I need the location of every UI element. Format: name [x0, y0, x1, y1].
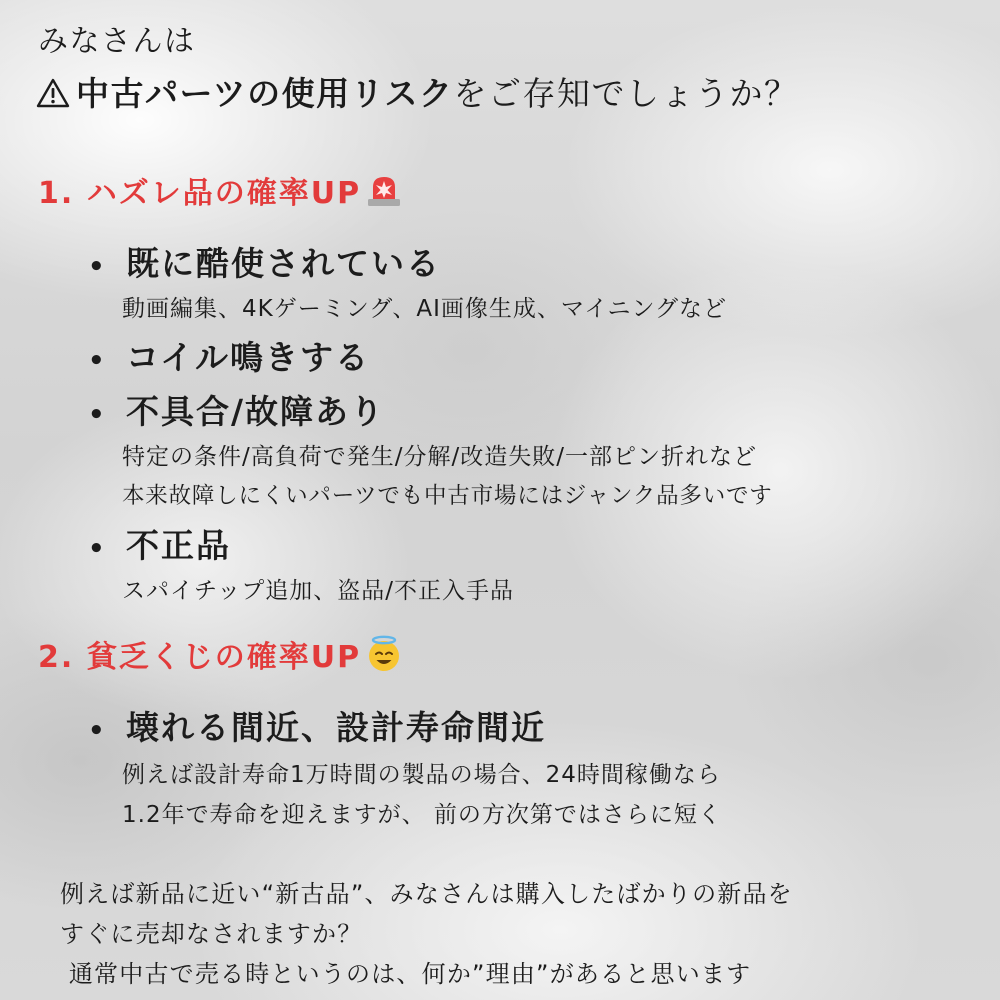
bullet-dot: •	[88, 716, 107, 746]
item-note: 1.2年で寿命を迎えますが、 前の方次第ではさらに短く	[122, 802, 722, 828]
bullet-item-label: 不正品	[126, 526, 231, 565]
bullet-item-1	[88, 238, 441, 285]
headline	[36, 68, 799, 115]
bullet-item-4	[88, 520, 231, 567]
bullet-dot: •	[88, 252, 107, 282]
section2-title-text: 2. 貧乏くじの確率UP	[38, 640, 362, 675]
item-note: 例えば設計寿命1万時間の製品の場合、24時間稼働なら	[122, 762, 721, 788]
bullet-dot: •	[88, 346, 107, 376]
headline-emphasis: 中古パーツの使用リスク	[76, 74, 454, 113]
bullet-item-5	[88, 702, 546, 749]
section1-title	[38, 168, 403, 212]
item-note: 本来故障しにくいパーツでも中古市場にはジャンク品多いです	[122, 483, 773, 509]
bullet-item-2	[88, 332, 370, 379]
headline-rest: をご存知でしょうか？	[453, 74, 799, 113]
siren-icon	[365, 172, 403, 208]
intro-line: みなさんは	[38, 24, 196, 59]
warning-icon	[36, 77, 70, 109]
item-note: 特定の条件/高負荷で発生/分解/改造失敗/一部ピン折れなど	[122, 444, 757, 470]
closing-line: すぐに売却なされますか？	[60, 920, 363, 948]
section2-title	[38, 632, 403, 676]
bullet-item-label: コイル鳴きする	[126, 338, 371, 377]
closing-line: 通常中古で売る時というのは、何か”理由”があると思います	[60, 960, 752, 988]
bullet-item-label: 壊れる間近、設計寿命間近	[126, 708, 546, 747]
item-note: スパイチップ追加、盗品/不正入手品	[122, 578, 515, 604]
item-note: 動画編集、4Kゲーミング、AI画像生成、マイニングなど	[122, 296, 728, 322]
bullet-dot: •	[88, 534, 107, 564]
bullet-item-label: 不具合/故障あり	[126, 392, 386, 431]
bullet-item-label: 既に酷使されている	[126, 244, 441, 283]
bullet-dot: •	[88, 400, 107, 430]
bullet-item-3	[88, 386, 385, 433]
closing-line: 例えば新品に近い“新古品”、みなさんは購入したばかりの新品を	[60, 880, 793, 908]
angel-face-icon	[365, 635, 403, 673]
section1-title-text: 1. ハズレ品の確率UP	[38, 176, 362, 211]
